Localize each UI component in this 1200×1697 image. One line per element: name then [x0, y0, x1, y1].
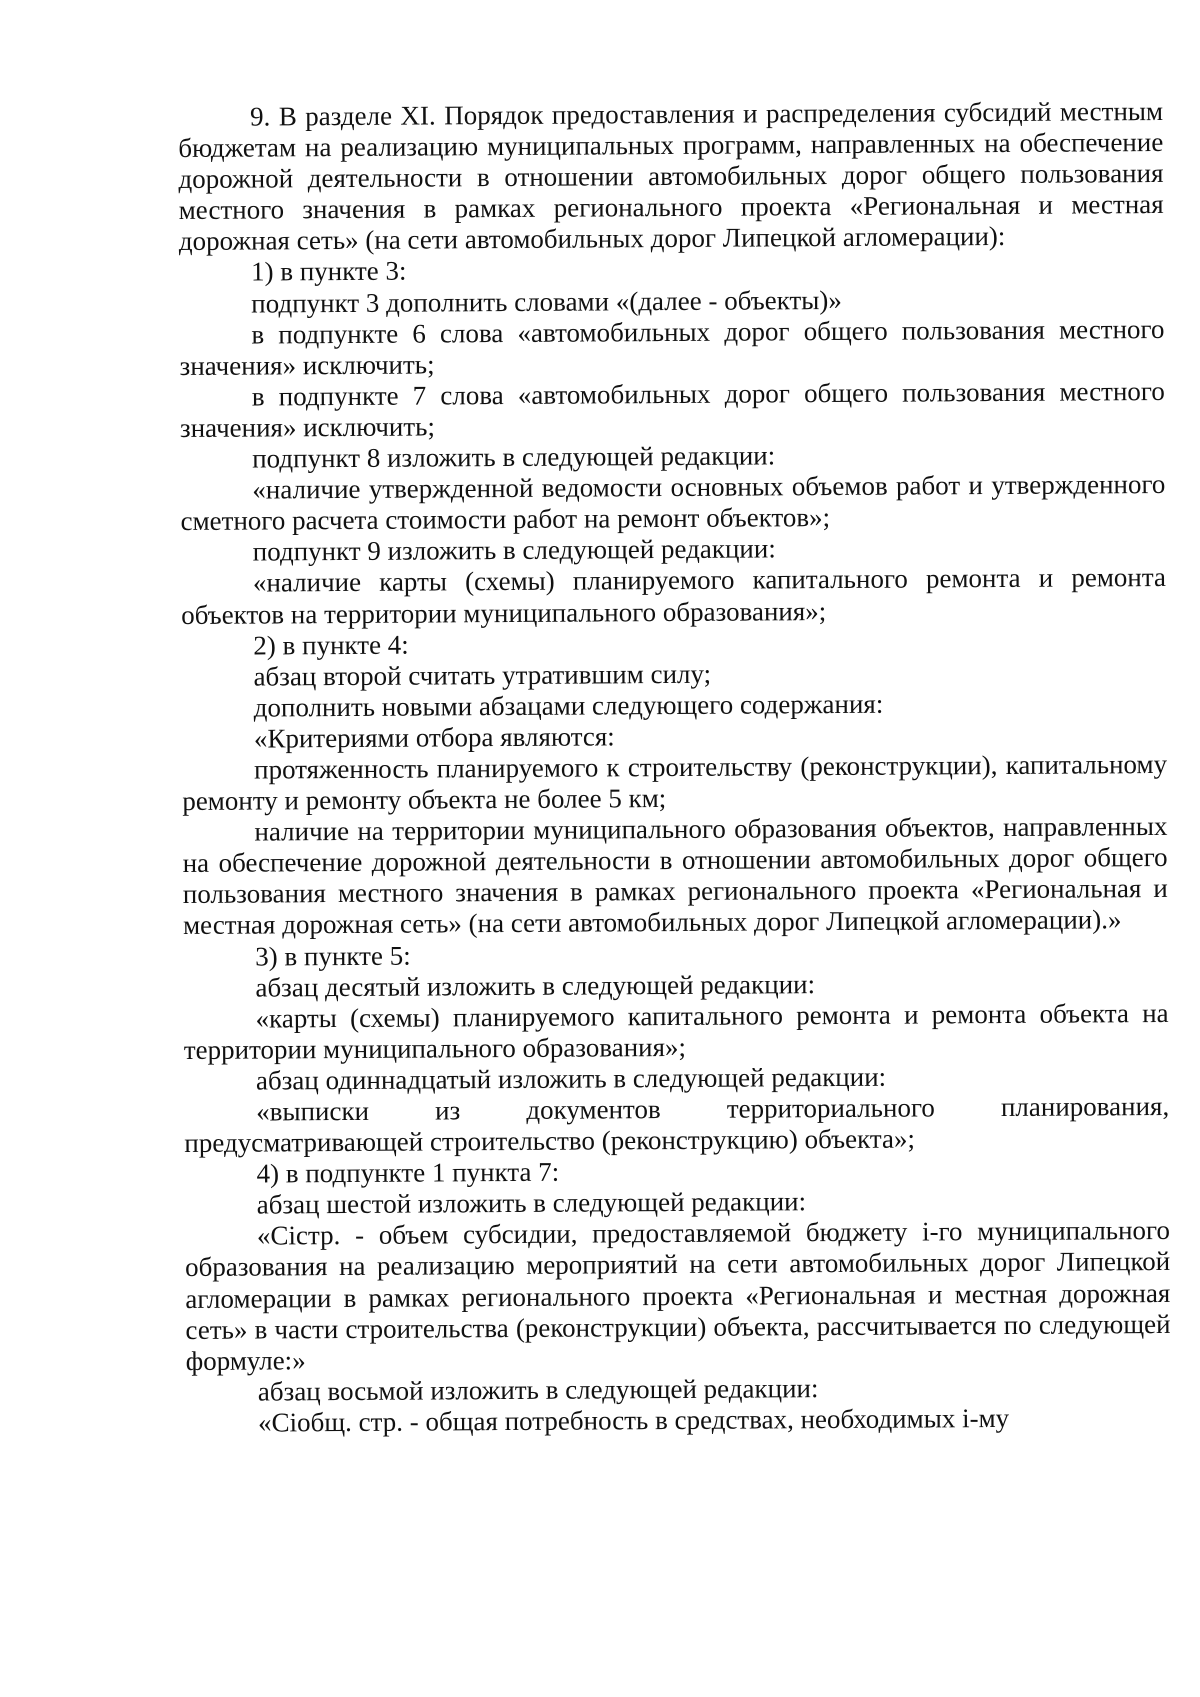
- paragraph: дополнить новыми абзацами следующего содержания:: [253, 688, 884, 723]
- paragraph: «Критериями отбора являются:: [253, 721, 615, 754]
- paragraph: «наличие утвержденной ведомости основных объемов работ и утвержденного сметного расчета стоимости работ на ремонт объектов»;: [180, 469, 1166, 537]
- paragraph: «наличие карты (схемы) планируемого капитального ремонта и ремонта объектов на территории муниципального образования»;: [181, 562, 1167, 630]
- paragraph: протяженность планируемого к строительству (реконструкции), капитальному ремонту и ремонту объекта не более 5 км;: [182, 748, 1168, 817]
- paragraph-item-2: 2) в пункте 4:: [253, 629, 409, 661]
- paragraph: абзац десятый изложить в следующей редакции:: [255, 968, 816, 1003]
- paragraph-item-4: 4) в подпункте 1 пункта 7:: [256, 1156, 560, 1189]
- paragraph: абзац шестой изложить в следующей редакции:: [256, 1186, 807, 1220]
- paragraph-item-1: 1) в пункте 3:: [250, 256, 407, 288]
- paragraph: «Сiстр. - объем субсидии, предоставляемой бюджету i-го муниципального образования на реализацию мероприятий на сети автомобильных дорог Липецкой агломерации в рамках регионального проекта «Региональная и местная дорожная сеть» в части строительства (реконструкции) объекта, рассчитывается по следующей формуле:»: [185, 1215, 1171, 1376]
- paragraph: подпункт 9 изложить в следующей редакции:: [252, 533, 776, 567]
- paragraph: в подпункте 6 слова «автомобильных дорог общего пользования местного значения» исключить;: [179, 313, 1165, 381]
- paragraph: наличие на территории муниципального образования объектов, направленных на обеспечение дорожной деятельности в отношении автомобильных дорог общего пользования местного значения в рамках регионального проекта «Региональная и местная дорожная сеть» (на сети автомобильных дорог Липецкой агломерации).»: [182, 811, 1168, 941]
- paragraph: «карты (схемы) планируемого капитального ремонта и ремонта объекта на территории муниципального образования»;: [183, 997, 1169, 1065]
- paragraph-section-9: 9. В разделе XI. Порядок предоставления и распределения субсидий местным бюджетам на реализацию муниципальных программ, направленных на обеспечение дорожной деятельности в отношении автомобильных дорог общего пользования местного значения в рамках регионального проекта «Региональная и местная дорожная сеть» (на сети автомобильных дорог Липецкой агломерации):: [178, 95, 1164, 257]
- paragraph: подпункт 3 дополнить словами «(далее - объекты)»: [251, 284, 842, 319]
- paragraph: в подпункте 7 слова «автомобильных дорог общего пользования местного значения» исключить;: [179, 375, 1165, 443]
- paragraph: «Сiобщ. стр. - общая потребность в средствах, необходимых i-му: [257, 1402, 1010, 1438]
- paragraph: «выписки из документов территориального планирования, предусматривающей строительство (реконструкцию) объекта»;: [184, 1090, 1170, 1159]
- paragraph: абзац одиннадцатый изложить в следующей редакции:: [255, 1061, 887, 1096]
- document-body: [178, 96, 1171, 1439]
- paragraph: абзац второй считать утратившим силу;: [253, 658, 712, 692]
- paragraph: подпункт 8 изложить в следующей редакции:: [252, 440, 776, 474]
- paragraph-item-3: 3) в пункте 5:: [255, 940, 411, 972]
- paragraph: абзац восьмой изложить в следующей редакции:: [257, 1372, 819, 1407]
